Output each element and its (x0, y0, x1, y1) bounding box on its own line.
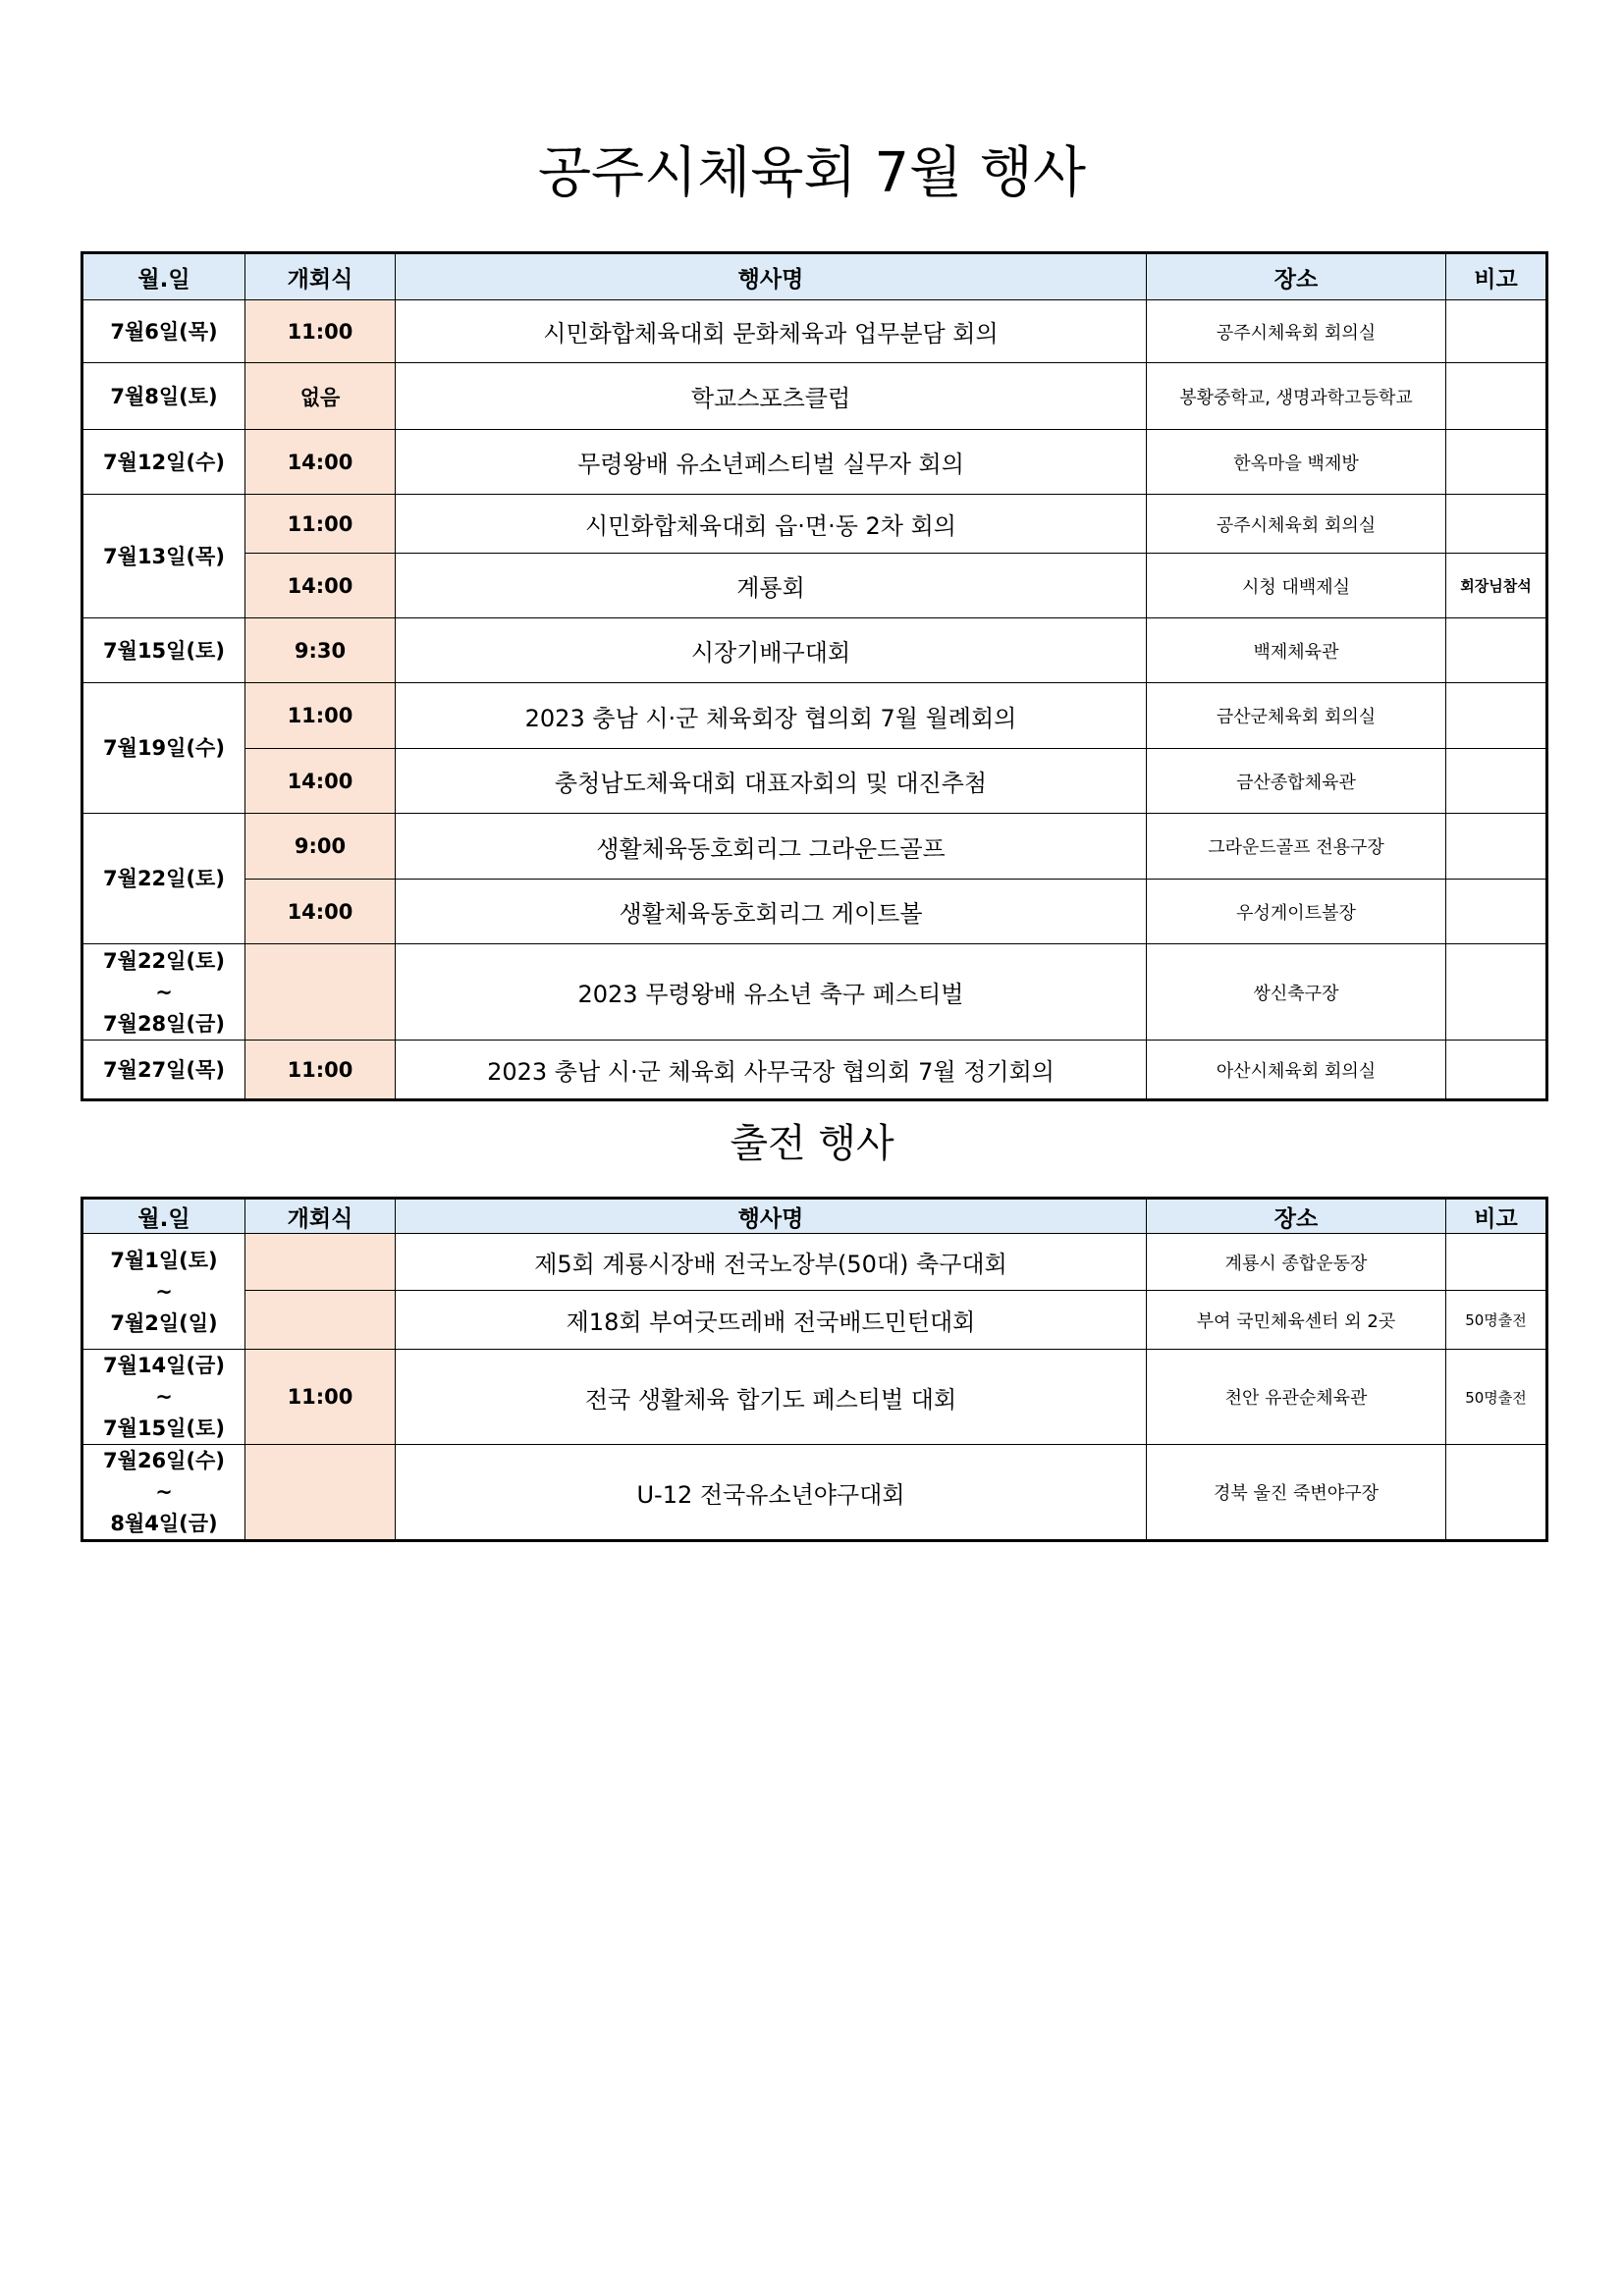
event-place: 아산시체육회 회의실 (1147, 1041, 1446, 1100)
event-date: 7월19일(수) (82, 683, 245, 814)
event-time: 14:00 (245, 430, 396, 495)
event-place: 백제체육관 (1147, 618, 1446, 683)
table-row (82, 430, 1547, 495)
section-title: 출전 행사 (730, 1121, 894, 1166)
event-time: 14:00 (245, 749, 396, 814)
date-start: 7월26일(수) (103, 1449, 225, 1472)
header-place: 장소 (1147, 253, 1446, 300)
event-note (1446, 683, 1547, 749)
header-note: 비고 (1446, 253, 1547, 300)
date-start: 7월22일(토) (103, 948, 225, 973)
event-place: 봉황중학교, 생명과학고등학교 (1147, 363, 1446, 430)
table-row (82, 554, 1547, 618)
event-place: 부여 국민체육센터 외 2곳 (1147, 1291, 1446, 1350)
event-date: 7월15일(토) (82, 618, 245, 683)
table-row (82, 618, 1547, 683)
event-date: 7월13일(목) (82, 495, 245, 618)
date-start: 7월1일(토) (110, 1248, 218, 1272)
event-place: 금산군체육회 회의실 (1147, 683, 1446, 749)
event-place: 그라운드골프 전용구장 (1147, 814, 1446, 880)
event-place: 금산종합체육관 (1147, 749, 1446, 814)
event-note (1446, 880, 1547, 944)
event-date: 7월22일(토) (82, 814, 245, 944)
event-date: 7월12일(수) (82, 430, 245, 495)
event-time: 11:00 (245, 683, 396, 749)
header-place: 장소 (1147, 1199, 1446, 1234)
event-name: 시민화합체육대회 문화체육과 업무분담 회의 (396, 300, 1147, 363)
event-place: 우성게이트볼장 (1147, 880, 1446, 944)
event-note (1446, 430, 1547, 495)
table-header-row (82, 1199, 1547, 1234)
event-time (245, 1445, 396, 1541)
event-name: 생활체육동호회리그 게이트볼 (396, 880, 1147, 944)
event-note (1446, 1234, 1547, 1291)
event-date: 7월27일(목) (82, 1041, 245, 1100)
event-time: 11:00 (245, 300, 396, 363)
events-table (81, 251, 1548, 1101)
event-name: 시민화합체육대회 읍·면·동 2차 회의 (396, 495, 1147, 554)
table-row (82, 880, 1547, 944)
event-time (245, 944, 396, 1041)
event-place: 공주시체육회 회의실 (1147, 300, 1446, 363)
table-row (82, 300, 1547, 363)
date-tilde: ~ (155, 1279, 173, 1304)
table-row (82, 749, 1547, 814)
event-time: 11:00 (245, 1350, 396, 1445)
table-row (82, 944, 1547, 1041)
event-note (1446, 944, 1547, 1041)
event-place: 계룡시 종합운동장 (1147, 1234, 1446, 1291)
date-end: 7월28일(금) (103, 1011, 225, 1036)
date-tilde: ~ (155, 980, 173, 1004)
table-row (82, 814, 1547, 880)
event-time (245, 1234, 396, 1291)
event-note (1446, 363, 1547, 430)
event-note (1446, 618, 1547, 683)
header-note: 비고 (1446, 1199, 1547, 1234)
event-note: 회장님참석 (1446, 554, 1547, 618)
event-name: 충청남도체육대회 대표자회의 및 대진추첨 (396, 749, 1147, 814)
table-row (82, 1445, 1547, 1541)
event-name: 시장기배구대회 (396, 618, 1147, 683)
event-time: 없음 (245, 363, 396, 430)
competitions-table (81, 1197, 1548, 1542)
table-row (82, 363, 1547, 430)
event-name: 제18회 부여굿뜨레배 전국배드민턴대회 (396, 1291, 1147, 1350)
table-row (82, 1291, 1547, 1350)
event-name: 전국 생활체육 합기도 페스티벌 대회 (396, 1350, 1147, 1445)
event-name: 생활체육동호회리그 그라운드골프 (396, 814, 1147, 880)
date-end: 8월4일(금) (110, 1512, 218, 1535)
date-end: 7월15일(토) (103, 1416, 225, 1440)
event-note (1446, 495, 1547, 554)
event-name: 계룡회 (396, 554, 1147, 618)
event-name: 2023 충남 시·군 체육회장 협의회 7월 월례회의 (396, 683, 1147, 749)
table-row (82, 683, 1547, 749)
header-date: 월.일 (82, 1199, 245, 1234)
event-name: 무령왕배 유소년페스티벌 실무자 회의 (396, 430, 1147, 495)
table-row (82, 1350, 1547, 1445)
event-time: 11:00 (245, 1041, 396, 1100)
table-row (82, 1041, 1547, 1100)
event-note (1446, 749, 1547, 814)
event-date: 7월6일(목) (82, 300, 245, 363)
event-time (245, 1291, 396, 1350)
page-title: 공주시체육회 7월 행사 (537, 141, 1087, 205)
date-tilde: ~ (155, 1480, 173, 1504)
event-note: 50명출전 (1446, 1350, 1547, 1445)
event-date-range (82, 1445, 245, 1541)
event-note (1446, 814, 1547, 880)
header-event-name: 행사명 (396, 1199, 1147, 1234)
event-time: 9:30 (245, 618, 396, 683)
table-row (82, 495, 1547, 554)
event-name: 제5회 계룡시장배 전국노장부(50대) 축구대회 (396, 1234, 1147, 1291)
event-note (1446, 1041, 1547, 1100)
event-name: 2023 충남 시·군 체육회 사무국장 협의회 7월 정기회의 (396, 1041, 1147, 1100)
event-place: 경북 울진 죽변야구장 (1147, 1445, 1446, 1541)
event-time: 14:00 (245, 880, 396, 944)
event-place: 한옥마을 백제방 (1147, 430, 1446, 495)
event-place: 쌍신축구장 (1147, 944, 1446, 1041)
event-date: 7월8일(토) (82, 363, 245, 430)
header-date: 월.일 (82, 253, 245, 300)
event-note: 50명출전 (1446, 1291, 1547, 1350)
event-note (1446, 300, 1547, 363)
event-note (1446, 1445, 1547, 1541)
header-opening: 개회식 (245, 1199, 396, 1234)
date-start: 7월14일(금) (103, 1354, 225, 1377)
event-name: 2023 무령왕배 유소년 축구 페스티벌 (396, 944, 1147, 1041)
event-place: 시청 대백제실 (1147, 554, 1446, 618)
event-place: 천안 유관순체육관 (1147, 1350, 1446, 1445)
event-name: 학교스포츠클럽 (396, 363, 1147, 430)
event-date-range (82, 1350, 245, 1445)
event-place: 공주시체육회 회의실 (1147, 495, 1446, 554)
header-event-name: 행사명 (396, 253, 1147, 300)
event-time: 14:00 (245, 554, 396, 618)
event-name: U-12 전국유소년야구대회 (396, 1445, 1147, 1541)
table-row (82, 1234, 1547, 1291)
event-time: 11:00 (245, 495, 396, 554)
date-end: 7월2일(일) (110, 1310, 218, 1335)
header-opening: 개회식 (245, 253, 396, 300)
event-time: 9:00 (245, 814, 396, 880)
event-date-range (82, 1234, 245, 1350)
event-date-range (82, 944, 245, 1041)
date-tilde: ~ (155, 1385, 173, 1409)
table-header-row (82, 253, 1547, 300)
